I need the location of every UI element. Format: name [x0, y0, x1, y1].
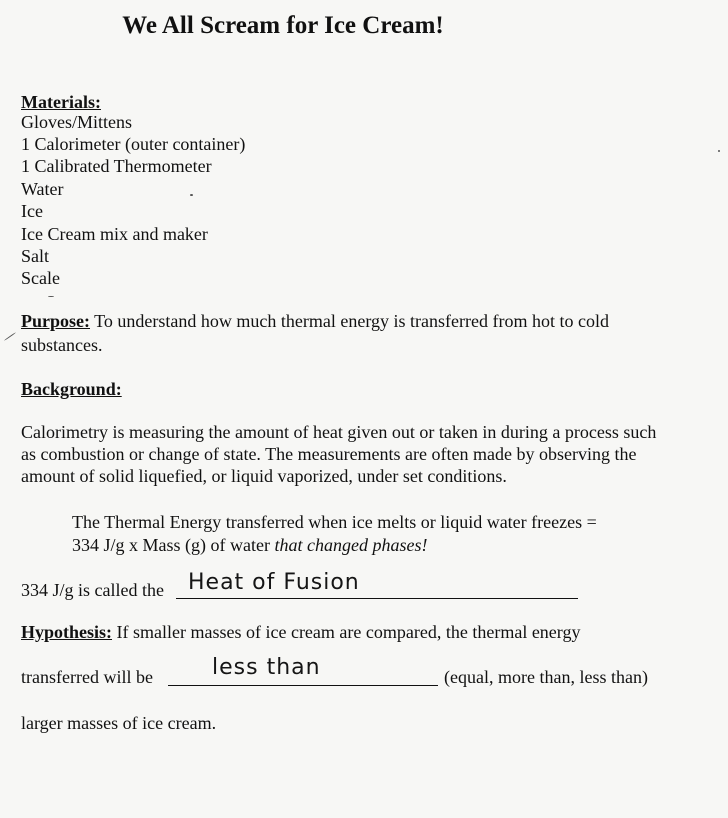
hypothesis-line-1 — [21, 622, 580, 643]
materials-item: Scale — [21, 268, 60, 288]
scan-speck — [190, 194, 193, 196]
hypothesis-answer: less than — [212, 655, 321, 680]
materials-item: 1 Calibrated Thermometer — [21, 156, 212, 176]
materials-item: Gloves/Mittens — [21, 112, 132, 132]
purpose-heading: Purpose: — [21, 311, 90, 331]
purpose-text: To understand how much thermal energy is transferred from hot to cold — [90, 311, 609, 331]
formula-text: 334 J/g x Mass (g) of water — [72, 535, 275, 555]
formula-line-1: The Thermal Energy transferred when ice melts or liquid water freezes = — [72, 512, 597, 532]
hypothesis-heading: Hypothesis: — [21, 622, 113, 642]
scan-speck — [4, 332, 16, 341]
scan-speck — [48, 296, 54, 297]
formula-italic-text: that changed phases! — [274, 535, 428, 555]
hypothesis-blank[interactable] — [168, 685, 438, 686]
materials-heading: Materials: — [21, 92, 101, 112]
hypothesis-prompt: transferred will be — [21, 667, 153, 687]
heat-of-fusion-answer: Heat of Fusion — [188, 570, 360, 595]
hypothesis-options: (equal, more than, less than) — [444, 667, 648, 687]
background-paragraph-line: amount of solid liquefied, or liquid vaporized, under set conditions. — [21, 466, 507, 486]
formula-line-2 — [72, 535, 427, 556]
hypothesis-text: If smaller masses of ice cream are compared, the thermal energy — [112, 622, 581, 642]
scan-speck — [718, 150, 720, 152]
background-paragraph-line: Calorimetry is measuring the amount of heat given out or taken in during a process such — [21, 422, 657, 442]
materials-item: Ice Cream mix and maker — [21, 224, 208, 244]
materials-item: Water — [21, 179, 64, 199]
hypothesis-line-3: larger masses of ice cream. — [21, 713, 217, 733]
purpose-line-1 — [21, 311, 609, 332]
materials-item: Salt — [21, 246, 50, 266]
heat-of-fusion-blank[interactable] — [176, 598, 578, 599]
page-title: We All Scream for Ice Cream! — [122, 12, 444, 39]
materials-item: Ice — [21, 201, 43, 221]
materials-item: 1 Calorimeter (outer container) — [21, 134, 246, 154]
background-paragraph-line: as combustion or change of state. The measurements are often made by observing the — [21, 444, 637, 464]
heat-of-fusion-prompt: 334 J/g is called the — [21, 580, 164, 600]
background-heading: Background: — [21, 379, 122, 399]
purpose-line-2: substances. — [21, 335, 103, 355]
